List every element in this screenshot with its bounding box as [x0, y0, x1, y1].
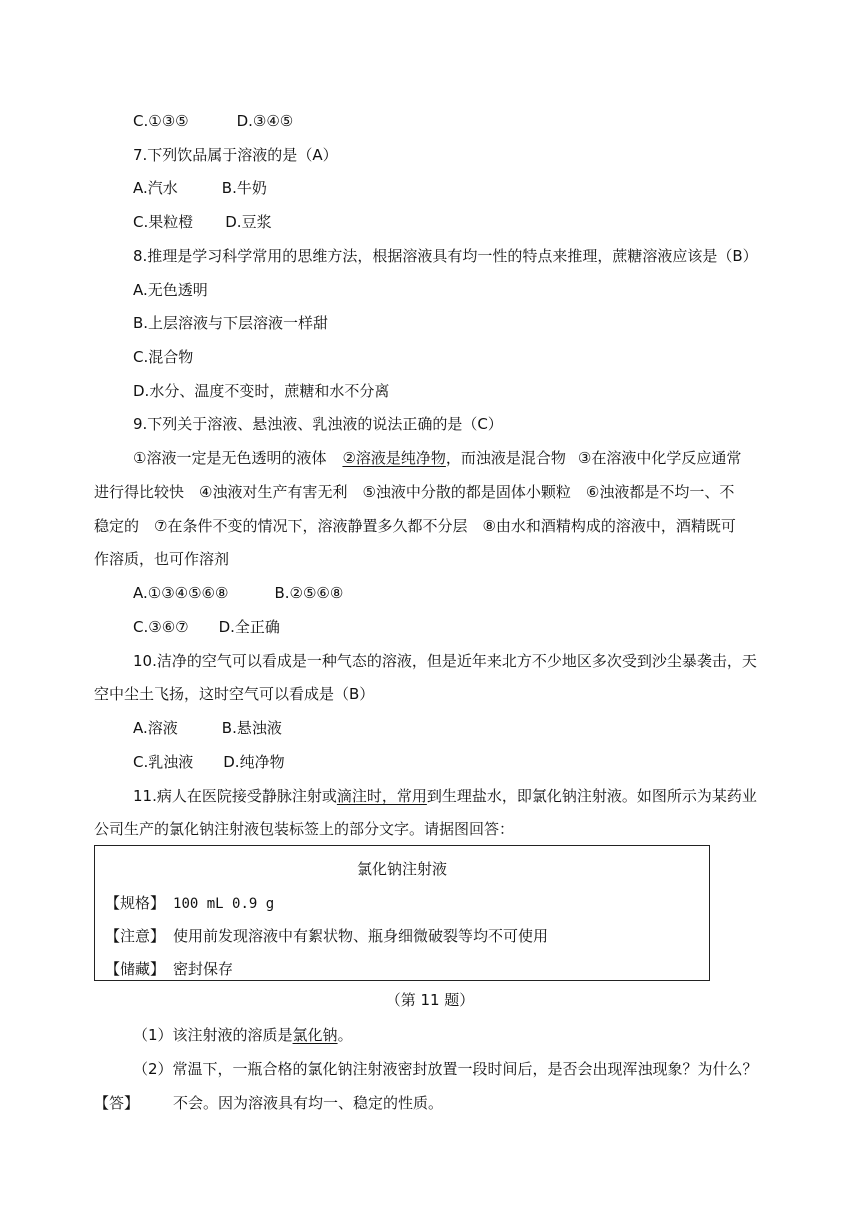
q10-option-c: C.乳浊液: [133, 753, 194, 771]
q11-stem-part2: 到生理盐水，即氯化钠注射液。如图所示为某药业: [426, 787, 757, 805]
q9-statements-line2: 进行得比较快 ④浊液对生产有害无利 ⑤浊液中分散的都是固体小颗粒 ⑥浊液都是不均一、不: [94, 483, 735, 501]
q9-statement-3: ③在溶液中化学反应通常: [577, 449, 742, 467]
label-note-key: 【注意】: [105, 927, 166, 945]
q9-statement-2-rest: ，而浊液是混合物: [445, 449, 566, 467]
q9-statements-line3: 稳定的 ⑦在条件不变的情况下，溶液静置多久都不分层 ⑧由水和酒精构成的溶液中，酒精既可: [94, 517, 736, 535]
q8-option-a: A.无色透明: [133, 281, 208, 299]
q11-sub1-end: 。: [337, 1026, 353, 1044]
label-note-value: 使用前发现溶液中有絮状物、瓶身细微破裂等均不可使用: [173, 927, 549, 945]
answer-key: 【答】: [94, 1094, 140, 1112]
q11-subquestion-1: [133, 1025, 353, 1045]
q11-stem-line2: 公司生产的氯化钠注射液包装标签上的部分文字。请据图回答：: [94, 820, 515, 838]
label-storage-value: 密封保存: [173, 960, 234, 978]
q10-options-cd: [133, 752, 285, 772]
label-spec-value: 100 mL 0.9 g: [173, 896, 275, 912]
q10-option-a: A.溶液: [133, 719, 178, 737]
q9-option-c: C.③⑥⑦: [133, 618, 189, 636]
injection-label-box: [94, 845, 710, 981]
q7-option-b: B.牛奶: [221, 179, 267, 197]
label-title: 氯化钠注射液: [356, 860, 447, 878]
q11-answer-row: [94, 1093, 443, 1113]
q10-stem-line2: 空中尘土飞扬，这时空气可以看成是（B）: [94, 685, 375, 703]
q9-option-d: D.全正确: [218, 618, 280, 636]
q10-options-ab: [133, 718, 282, 738]
q7-options-ab: [133, 178, 267, 198]
q8-option-b: B.上层溶液与下层溶液一样甜: [133, 314, 329, 332]
q8-stem: 8.推理是学习科学常用的思维方法，根据溶液具有均一性的特点来推理，蔗糖溶液应该是（B）: [133, 247, 758, 265]
q9-options-ab: [133, 583, 343, 603]
q9-options-cd: [133, 617, 280, 637]
q9-option-b: B.②⑤⑥⑧: [274, 584, 344, 602]
q7-options-cd: [133, 212, 272, 232]
q11-sub1-text: （1）该注射液的溶质是: [133, 1026, 293, 1044]
q11-sub1-answer: 氯化钠: [292, 1026, 338, 1044]
q11-stem-underlined: 滴注时，常用: [336, 787, 427, 805]
label-storage-row: [105, 958, 233, 979]
q7-stem: 7.下列饮品属于溶液的是（A）: [133, 146, 338, 164]
q9-statement-2-underlined: ②溶液是纯净物: [342, 449, 446, 467]
q10-option-d: D.纯净物: [223, 753, 285, 771]
q6-option-c: C.①③⑤: [133, 112, 189, 130]
q11-stem-part1: 11.病人在医院接受静脉注射或: [133, 787, 337, 805]
q8-option-d: D.水分、温度不变时，蔗糖和水不分离: [133, 382, 390, 400]
q8-option-c: C.混合物: [133, 348, 194, 366]
q11-stem-line1: [133, 786, 757, 806]
q9-option-a: A.①③④⑤⑥⑧: [133, 584, 229, 602]
q6-options-cd: [133, 111, 293, 131]
figure-caption: （第 11 题）: [385, 991, 475, 1009]
label-note-row: [105, 925, 548, 946]
q11-subquestion-2: （2）常温下，一瓶合格的氯化钠注射液密封放置一段时间后，是否会出现浑浊现象？为什么？: [133, 1060, 758, 1078]
q9-statements-line1: [133, 448, 741, 468]
q7-option-d: D.豆浆: [225, 213, 272, 231]
q7-option-a: A.汽水: [133, 179, 178, 197]
label-spec-key: 【规格】: [105, 894, 166, 912]
answer-text: 不会。因为溶液具有均一、稳定的性质。: [173, 1094, 444, 1112]
q10-option-b: B.悬浊液: [221, 719, 282, 737]
q9-statements-line4: 作溶质，也可作溶剂: [94, 550, 230, 568]
q9-statement-1: ①溶液一定是无色透明的液体: [133, 449, 327, 467]
label-spec-row: [105, 892, 274, 913]
q9-stem: 9.下列关于溶液、悬浊液、乳浊液的说法正确的是（C）: [133, 415, 503, 433]
q10-stem-line1: 10.洁净的空气可以看成是一种气态的溶液，但是近年来北方不少地区多次受到沙尘暴袭击，天: [133, 652, 757, 670]
q6-option-d: D.③④⑤: [236, 112, 294, 130]
q7-option-c: C.果粒橙: [133, 213, 194, 231]
label-storage-key: 【储藏】: [105, 960, 166, 978]
